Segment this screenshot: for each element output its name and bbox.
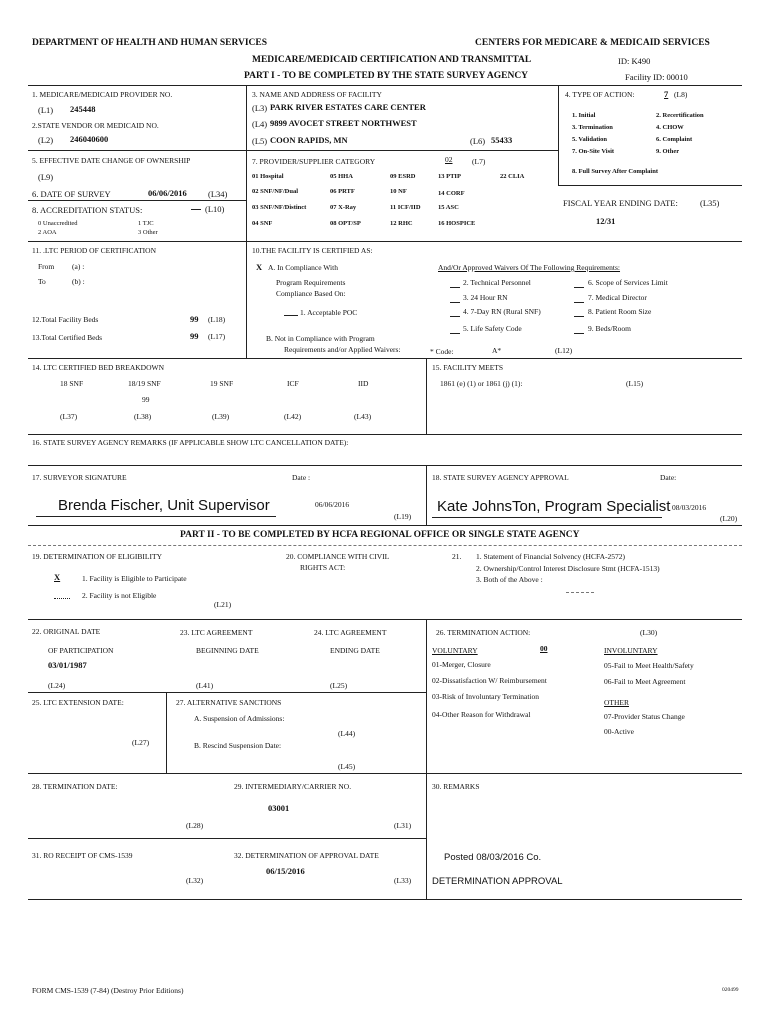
action-option: 9. Other	[656, 148, 680, 155]
compliance-a: A. In Compliance With	[268, 263, 338, 272]
facility-meets-code: (L15)	[626, 379, 644, 388]
waiver-blank	[450, 279, 460, 288]
category-item: 01 Hospital	[252, 173, 284, 180]
facility-meets-label: 15. FACILITY MEETS	[432, 363, 504, 372]
certified-beds-value: 99	[190, 331, 199, 341]
approval-date-label: 32. DETERMINATION OF APPROVAL DATE	[234, 851, 379, 860]
ro-receipt-label: 31. RO RECEIPT OF CMS-1539	[32, 851, 133, 860]
ltc-agreement-begin-label: 23. LTC AGREEMENT	[180, 628, 253, 637]
accreditation-option: 1 TJC	[138, 220, 154, 227]
agency-approval-label: 18. STATE SURVEY AGENCY APPROVAL	[432, 473, 569, 482]
remarks-determination: DETERMINATION APPROVAL	[432, 876, 563, 887]
termination-date-label: 28. TERMINATION DATE:	[32, 782, 118, 791]
l4-code: (L4)	[252, 119, 268, 129]
facility-zip: 55433	[491, 135, 513, 145]
code-value: A*	[492, 346, 502, 355]
ltc-period-label: 11. .LTC PERIOD OF CERTIFICATION	[32, 246, 157, 255]
surveyor-date: 06/06/2016	[315, 500, 350, 509]
bed-value: 99	[142, 395, 150, 404]
category-item: 05 HHA	[330, 173, 353, 180]
remarks-posted: Posted 08/03/2016 Co.	[444, 852, 542, 863]
bed-code: (L38)	[134, 412, 152, 421]
ltc-agreement-end-sub: ENDING DATE	[330, 646, 380, 655]
waiver-4: 4. 7-Day RN (Rural SNF)	[463, 307, 541, 316]
survey-date-value: 06/06/2016	[148, 188, 187, 198]
field-21-option-2: 2. Ownership/Control Interest Disclosure Stmt (HCFA-1513)	[476, 564, 660, 573]
fiscal-year-value: 12/31	[596, 216, 616, 226]
eligibility-label: 19. DETERMINATION OF ELIGIBILITY	[32, 552, 162, 561]
action-option: 4. CHOW	[656, 124, 684, 131]
category-item: 12 RHC	[390, 220, 413, 227]
vendor-no-label: 2.STATE VENDOR OR MEDICAID NO.	[32, 121, 159, 130]
accreditation-option: 0 Unaccredited	[38, 220, 78, 227]
certified-beds-code: (L17)	[208, 332, 226, 341]
bed-col: IID	[358, 379, 369, 388]
form-number: FORM CMS-1539 (7-84) (Destroy Prior Editions)	[32, 986, 184, 995]
applied-waivers: Requirements and/or Applied Waivers:	[284, 345, 401, 354]
bed-col: 18 SNF	[60, 379, 84, 388]
accreditation-blank	[191, 201, 201, 210]
type-of-action-code: (L8)	[674, 90, 688, 99]
approval-date-value: 06/15/2016	[266, 866, 305, 876]
surveyor-sig-label: 17. SURVEYOR SIGNATURE	[32, 473, 127, 482]
waiver-blank	[574, 294, 584, 303]
certified-beds-label: 13.Total Certified Beds	[32, 333, 103, 342]
poc-blank	[284, 307, 298, 316]
category-item: 08 OPT/SP	[330, 220, 361, 227]
code-l12: (L12)	[555, 346, 573, 355]
bed-code: (L42)	[284, 412, 302, 421]
category-item: 04 SNF	[252, 220, 273, 227]
waiver-blank	[450, 308, 460, 317]
category-item: 06 PRTF	[330, 188, 355, 195]
termination-option: 04-Other Reason for Withdrawal	[432, 710, 531, 719]
bed-code: (L39)	[212, 412, 230, 421]
form-id: ID: K490	[618, 56, 651, 66]
dept-header: DEPARTMENT OF HEALTH AND HUMAN SERVICES	[32, 38, 268, 48]
ownership-change-label: 5. EFFECTIVE DATE CHANGE OF OWNERSHIP	[32, 156, 191, 165]
surveyor-signature: Brenda Fischer, Unit Supervisor	[58, 497, 270, 514]
surveyor-code: (L19)	[394, 512, 412, 521]
fiscal-year-code: (L35)	[700, 198, 720, 208]
termination-option: 01-Merger, Closure	[432, 660, 491, 669]
facility-id: Facility ID: 00010	[625, 72, 688, 82]
category-item: 13 PTIP	[438, 173, 461, 180]
vendor-no-value: 246040600	[70, 134, 109, 144]
eligibility-blank	[54, 590, 70, 599]
type-of-action-label: 4. TYPE OF ACTION:	[565, 90, 635, 99]
action-option: 8. Full Survey After Complaint	[572, 168, 659, 175]
accreditation-option: 3 Other	[138, 229, 158, 236]
ownership-change-code: (L9)	[38, 172, 54, 182]
code-label: * Code:	[430, 347, 454, 356]
original-date-label: 22. ORIGINAL DATE	[32, 627, 101, 636]
program-requirements: Program Requirements	[276, 278, 346, 287]
waiver-2: 2. Technical Personnel	[463, 278, 531, 287]
sanctions-a: A. Suspension of Admissions:	[194, 714, 285, 723]
agency-date: 08/03/2016	[672, 503, 707, 512]
category-item: 10 NF	[390, 188, 407, 195]
action-option: 5. Validation	[572, 136, 608, 143]
compliance-based-on: Compliance Based On:	[276, 289, 346, 298]
facility-name-label: 3. NAME AND ADDRESS OF FACILITY	[252, 90, 382, 99]
category-item: 14 CORF	[438, 190, 465, 197]
to-label: To	[38, 277, 46, 286]
termination-option: 00-Active	[604, 727, 634, 736]
category-item: 22 CLIA	[500, 173, 525, 180]
sanctions-l44: (L44)	[338, 729, 356, 738]
from-label: From	[38, 262, 55, 271]
eligibility-x-mark: X	[54, 572, 61, 582]
waiver-blank	[574, 325, 584, 334]
category-item: 16 HOSPICE	[438, 220, 476, 227]
ltc-agreement-end-code: (L25)	[330, 681, 348, 690]
eligibility-code: (L21)	[214, 600, 232, 609]
termination-option: 02-Dissatisfaction W/ Reimbursement	[432, 676, 547, 685]
survey-date-label: 6. DATE OF SURVEY	[32, 189, 111, 199]
category-item: 02 SNF/NF/Dual	[252, 188, 299, 195]
fiscal-year-label: FISCAL YEAR ENDING DATE:	[563, 198, 678, 208]
accreditation-code: (L10)	[205, 204, 225, 214]
agency-code: (L20)	[720, 514, 738, 523]
l6-code: (L6)	[470, 136, 486, 146]
approval-date-code: (L33)	[394, 876, 412, 885]
field-21-label: 21.	[452, 552, 462, 561]
action-option: 7. On-Site Visit	[572, 148, 615, 155]
l5-code: (L5)	[252, 136, 268, 146]
ro-receipt-code: (L32)	[186, 876, 204, 885]
ltc-agreement-end-label: 24. LTC AGREEMENT	[314, 628, 387, 637]
category-label: 7. PROVIDER/SUPPLIER CATEGORY	[252, 157, 376, 166]
termination-option: 03-Risk of Involuntary Termination	[432, 692, 540, 701]
category-item: 15 ASC	[438, 204, 459, 211]
category-item: 11 ICF/IID	[390, 204, 421, 211]
acceptable-poc: 1. Acceptable POC	[300, 308, 358, 317]
termination-option: 05-Fail to Meet Health/Safety	[604, 661, 694, 670]
surveyor-date-label: Date :	[292, 473, 311, 482]
part1-heading: PART I - TO BE COMPLETED BY THE STATE SURVEY AGENCY	[244, 71, 529, 81]
bed-code: (L43)	[354, 412, 372, 421]
waiver-blank	[450, 325, 460, 334]
bed-breakdown-label: 14. LTC CERTIFIED BED BREAKDOWN	[32, 363, 164, 372]
cms-header: CENTERS FOR MEDICARE & MEDICAID SERVICES	[475, 38, 710, 48]
category-item: 07 X-Ray	[330, 204, 357, 211]
ltc-extension-code: (L27)	[132, 738, 150, 747]
accreditation-label: 8. ACCREDITATION STATUS:	[32, 205, 143, 215]
total-beds-code: (L18)	[208, 315, 226, 324]
from-a: (a) :	[72, 262, 85, 271]
other-heading: OTHER	[604, 698, 629, 707]
intermediary-label: 29. INTERMEDIARY/CARRIER NO.	[234, 782, 352, 791]
agency-signature: Kate JohnsTon, Program Specialist	[437, 498, 671, 515]
sanctions-b: B. Rescind Suspension Date:	[194, 741, 282, 750]
bed-col: 18/19 SNF	[128, 379, 161, 388]
category-item: 03 SNF/NF/Distinct	[252, 204, 307, 211]
waiver-blank	[574, 308, 584, 317]
bed-col: 19 SNF	[210, 379, 234, 388]
provider-no-label: 1. MEDICARE/MEDICAID PROVIDER NO.	[32, 90, 173, 99]
ltc-agreement-begin-sub: BEGINNING DATE	[196, 646, 259, 655]
termination-option: 07-Provider Status Change	[604, 712, 685, 721]
sanctions-label: 27. ALTERNATIVE SANCTIONS	[176, 698, 282, 707]
termination-option: 06-Fail to Meet Agreement	[604, 677, 686, 686]
waiver-6: 6. Scope of Services Limit	[588, 278, 668, 287]
agency-date-label: Date:	[660, 473, 677, 482]
sanctions-l45: (L45)	[338, 762, 356, 771]
original-date-sub: OF PARTICIPATION	[48, 646, 114, 655]
waiver-7: 7. Medical Director	[588, 293, 647, 302]
civil-rights-label-2: RIGHTS ACT:	[300, 563, 346, 572]
action-option: 1. Initial	[572, 112, 596, 119]
facility-city: COON RAPIDS, MN	[270, 135, 348, 145]
action-option: 6. Complaint	[656, 136, 693, 143]
remarks-30-label: 30. REMARKS	[432, 782, 480, 791]
action-option: 2. Recertification	[656, 112, 704, 119]
vendor-no-code: (L2)	[38, 135, 54, 145]
to-b: (b) :	[72, 277, 85, 286]
bed-col: ICF	[287, 379, 299, 388]
facility-meets-text: 1861 (e) (1) or 1861 (j) (1):	[440, 379, 523, 388]
total-beds-label: 12.Total Facility Beds	[32, 315, 99, 324]
form-title: MEDICARE/MEDICAID CERTIFICATION AND TRANSMITTAL	[252, 55, 532, 65]
waiver-8: 8. Patient Room Size	[588, 307, 652, 316]
intermediary-code: (L31)	[394, 821, 412, 830]
voluntary-heading: VOLUNTARY	[432, 646, 478, 655]
l3-code: (L3)	[252, 103, 268, 113]
intermediary-value: 03001	[268, 803, 290, 813]
facility-name: PARK RIVER ESTATES CARE CENTER	[270, 102, 426, 112]
category-code: (L7)	[472, 157, 486, 166]
termination-action-code: (L30)	[640, 628, 658, 637]
termination-value: 00	[540, 644, 548, 653]
category-value: 02	[445, 155, 453, 164]
footer-code: 020499	[722, 987, 739, 993]
survey-date-code: (L34)	[208, 189, 228, 199]
part2-heading: PART II - TO BE COMPLETED BY HCFA REGIONAL OFFICE OR SINGLE STATE AGENCY	[180, 530, 580, 540]
waiver-5: 5. Life Safety Code	[463, 324, 522, 333]
termination-action-label: 26. TERMINATION ACTION:	[436, 628, 531, 637]
certified-as-label: 10.THE FACILITY IS CERTIFIED AS:	[252, 246, 373, 255]
ltc-extension-label: 25. LTC EXTENSION DATE:	[32, 698, 124, 707]
waiver-9: 9. Beds/Room	[588, 324, 631, 333]
provider-no-code: (L1)	[38, 105, 54, 115]
facility-street: 9899 AVOCET STREET NORTHWEST	[270, 118, 417, 128]
waiver-blank	[450, 294, 460, 303]
provider-no-value: 245448	[70, 104, 96, 114]
original-date-code: (L24)	[48, 681, 66, 690]
civil-rights-label: 20. COMPLIANCE WITH CIVIL	[286, 552, 390, 561]
field-21-option-3: 3. Both of the Above :	[476, 575, 543, 584]
waiver-3: 3. 24 Hour RN	[463, 293, 508, 302]
remarks-16-label: 16. STATE SURVEY AGENCY REMARKS (IF APPLICABLE SHOW LTC CANCELLATION DATE):	[32, 438, 349, 447]
bed-code: (L37)	[60, 412, 78, 421]
compliance-x-mark: X	[256, 262, 263, 272]
category-item: 09 ESRD	[390, 173, 416, 180]
accreditation-option: 2 AOA	[38, 229, 57, 236]
waivers-heading: And/Or Approved Waivers Of The Following Requirements:	[438, 263, 621, 272]
not-in-compliance: B. Not in Compliance with Program	[266, 334, 375, 343]
waiver-blank	[574, 279, 584, 288]
original-date-value: 03/01/1987	[48, 660, 87, 670]
field-21-option-1: 1. Statement of Financial Solvency (HCFA-2572)	[476, 552, 626, 561]
eligibility-option-2: 2. Facility is not Eligible	[82, 591, 157, 600]
termination-date-code: (L28)	[186, 821, 204, 830]
type-of-action-value: 7	[664, 89, 669, 99]
eligibility-option-1: 1. Facility is Eligible to Participate	[82, 574, 187, 583]
involuntary-heading: INVOLUNTARY	[604, 646, 658, 655]
ltc-agreement-begin-code: (L41)	[196, 681, 214, 690]
action-option: 3. Termination	[572, 124, 613, 131]
total-beds-value: 99	[190, 314, 199, 324]
